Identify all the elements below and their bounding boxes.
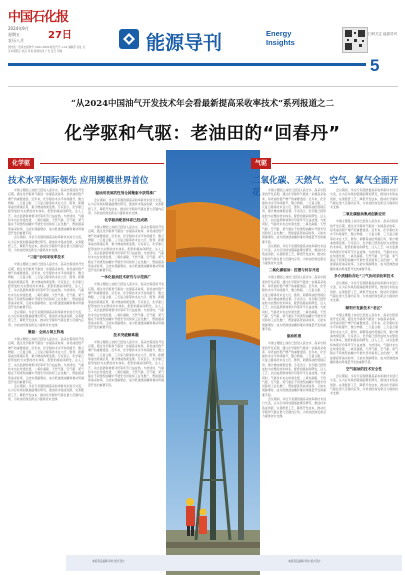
publication-info: 国内统一连续出版物号 CN11-0090 邮发代号 1-24 编辑部 社址 北京市朝阳区 电话 传真 新闻热线 广告 发行 印刷: [8, 46, 86, 53]
footer-note: 本版责任编辑 审校 版式设计: [288, 560, 321, 563]
paragraph: 中国主要陆上油田已经进入高含水、高采出程度的开发后期，通过化学驱和气驱进一步提高采收率，是老油田稳产增产的重要途径。近年来，化学驱技术水平持续提升，聚合物驱、二元复合驱、三元复合驱等技术在大庆、胜利、新疆等油田规模应用，累计增油效果显著。专家表示，化学驱已经形成较为完整的技术体系，配套的驱油剂研发、注入工艺、动态监测和效果评价等环节日益成熟。与此同时，气驱技术也在快速发展，二氧化碳驱、天然气驱、空气驱、氮气驱在不同类型油藏中开展先导试验和工业化推广，既能提高原油采收率，又能实现碳埋存，成为低渗透油藏和难动用储量开发的重要手段。: [262, 275, 326, 331]
column-title-en-line: Energy: [266, 29, 292, 38]
section-tag-gas: 气驱: [251, 158, 271, 169]
paragraph: 中国主要陆上油田已经进入高含水、高采出程度的开发后期，通过化学驱和气驱进一步提高采收率，是老油田稳产增产的重要途径。近年来，化学驱技术水平持续提升，聚合物驱、二元复合驱、三元复合驱等技术在大庆、胜利、新疆等油田规模应用，累计增油效果显著。专家表示，化学驱已经形成较为完整的技术体系，配套的驱油剂研发、注入工艺、动态监测和效果评价等环节日益成熟。与此同时，气驱技术也在快速发展，二氧化碳驱、天然气驱、空气驱、氮气驱在不同类型油藏中开展先导试验和工业化推广，既能提高原油采收率，又能实现碳埋存，成为低渗透油藏和难动用储量开发的重要手段。: [330, 219, 398, 271]
right-subtitle: 二氧化碳、天然气、空气、氮气全面开花: [252, 176, 399, 198]
paragraph: 中国主要陆上油田已经进入高含水、高采出程度的开发后期，通过化学驱和气驱进一步提高采收率，是老油田稳产增产的重要途径。近年来，化学驱技术水平持续提升，聚合物驱、二元复合驱、三元复合驱等技术在大庆、胜利、新疆等油田规模应用，累计增油效果显著。专家表示，化学驱已经形成较为完整的技术体系，配套的驱油剂研发、注入工艺、动态监测和效果评价等环节日益成熟。与此同时，气驱技术也在快速发展，二氧化碳驱、天然气驱、空气驱、氮气驱在不同类型油藏中开展先导试验和工业化推广，既能提高原油采收率，又能实现碳埋存，成为低渗透油藏和难动用储量开发的重要手段。: [8, 262, 84, 310]
footer-note: 本版责任编辑 审校 版式设计: [92, 560, 125, 563]
page-bar: [8, 63, 366, 66]
paragraph: 会议期间，多位专家围绕提高采收率新技术进行交流，认为应持续加强基础理论研究，推进技术集成创新，完善配套工艺，降低开发成本，推动化学驱和气驱在更大范围内应用，为老油田焕发新活力提供技术支撑。: [330, 374, 398, 396]
column-title-en: [266, 29, 295, 47]
paragraph: 会议期间，多位专家围绕提高采收率新技术进行交流，认为应持续加强基础理论研究，推进技术集成创新，完善配套工艺，降低开发成本，推动化学驱和气驱在更大范围内应用，为老油田焕发新活力提供技术支撑。: [262, 397, 326, 419]
column-subhead: 一体化驱油技术研究与示范推广: [100, 275, 152, 280]
series-kicker: “从2024中国油气开发技术年会看最新提高采收率技术”系列报道之二: [71, 99, 334, 109]
divider: [40, 163, 164, 164]
text-column-1: [8, 188, 84, 563]
divider: [8, 86, 398, 87]
issue-day: 27日: [48, 30, 72, 41]
newspaper-brand: 中国石化报: [8, 10, 69, 25]
column-subhead: 二氧化碳驱油集成创新应用: [342, 212, 386, 217]
column-title: 能源导刊: [146, 32, 223, 54]
paragraph: 中国主要陆上油田已经进入高含水、高采出程度的开发后期，通过化学驱和气驱进一步提高采收率，是老油田稳产增产的重要途径。近年来，化学驱技术水平持续提升，聚合物驱、二元复合驱、三元复合驱等技术在大庆、胜利、新疆等油田规模应用，累计增油效果显著。专家表示，化学驱已经形成较为完整的技术体系，配套的驱油剂研发、注入工艺、动态监测和效果评价等环节日益成熟。与此同时，气驱技术也在快速发展，二氧化碳驱、天然气驱、空气驱、氮气驱在不同类型油藏中开展先导试验和工业化推广，既能提高原油采收率，又能实现碳埋存，成为低渗透油藏和难动用储量开发的重要手段。: [330, 312, 398, 364]
date-line: 2024年9月: [8, 26, 29, 31]
column-subhead: 二氧化碳驱油：挖潜与封存并进: [268, 268, 320, 273]
column-subhead: “三驱”协同采收率技术: [27, 255, 65, 260]
column-subhead: 多介质辅助吞吐“三气协同采收率技术: [334, 274, 394, 279]
paragraph: 中国主要陆上油田已经进入高含水、高采出程度的开发后期，通过化学驱和气驱进一步提高采收率，是老油田稳产增产的重要途径。近年来，化学驱技术水平持续提升，聚合物驱、二元复合驱、三元复合驱等技术在大庆、胜利、新疆等油田规模应用，累计增油效果显著。专家表示，化学驱已经形成较为完整的技术体系，配套的驱油剂研发、注入工艺、动态监测和效果评价等环节日益成熟。与此同时，气驱技术也在快速发展，二氧化碳驱、天然气驱、空气驱、氮气驱在不同类型油藏中开展先导试验和工业化推广，既能提高原油采收率，又能实现碳埋存，成为低渗透油藏和难动用储量开发的重要手段。: [262, 341, 326, 397]
column-title-en-line: Insights: [266, 38, 295, 47]
column-subhead: 化学驱油配套体系已经成熟: [104, 218, 148, 223]
paragraph: 中国主要陆上油田已经进入高含水、高采出程度的开发后期，通过化学驱和气驱进一步提高采收率，是老油田稳产增产的重要途径。近年来，化学驱技术水平持续提升，聚合物驱、二元复合驱、三元复合驱等技术在大庆、胜利、新疆等油田规模应用，累计增油效果显著。专家表示，化学驱已经形成较为完整的技术体系，配套的驱油剂研发、注入工艺、动态监测和效果评价等环节日益成熟。与此同时，气驱技术也在快速发展，二氧化碳驱、天然气驱、空气驱、氮气驱在不同类型油藏中开展先导试验和工业化推广，既能提高原油采收率，又能实现碳埋存，成为低渗透油藏和难动用储量开发的重要手段。: [88, 339, 164, 387]
paragraph: 中国主要陆上油田已经进入高含水、高采出程度的开发后期，通过化学驱和气驱进一步提高采收率，是老油田稳产增产的重要途径。近年来，化学驱技术水平持续提升，聚合物驱、二元复合驱、三元复合驱等技术在大庆、胜利、新疆等油田规模应用，累计增油效果显著。专家表示，化学驱已经形成较为完整的技术体系，配套的驱油剂研发、注入工艺、动态监测和效果评价等环节日益成熟。与此同时，气驱技术也在快速发展，二氧化碳驱、天然气驱、空气驱、氮气驱在不同类型油藏中开展先导试验和工业化推广，既能提高原油采收率，又能实现碳埋存，成为低渗透油藏和难动用储量开发的重要手段。: [8, 188, 84, 235]
column-subhead: 聚驱：全面占领主阵地: [28, 329, 64, 334]
paragraph: 会议期间，多位专家围绕提高采收率新技术进行交流，认为应持续加强基础理论研究，推进技术集成创新，完善配套工艺，降低开发成本，推动化学驱和气驱在更大范围内应用，为老油田焕发新活力提供技术支撑。: [330, 281, 398, 303]
text-column-2: [88, 188, 164, 538]
column-subhead: 空气驱油的技术安全性: [346, 367, 382, 372]
date-line: 星期五: [8, 32, 20, 37]
paragraph: 会议期间，多位专家围绕提高采收率新技术进行交流，认为应持续加强基础理论研究，推进技术集成创新，完善配套工艺，降低开发成本，推动化学驱和气驱在更大范围内应用，为老油田焕发新活力提供技术支撑。: [8, 309, 84, 327]
divider: [272, 163, 398, 164]
column-subhead: 驱油用表面活性剂全国聚驱中获得推广: [95, 191, 157, 195]
section-tag-chemical: 化学驱: [8, 158, 34, 169]
paragraph: 中国主要陆上油田已经进入高含水、高采出程度的开发后期，通过化学驱和气驱进一步提高采收率，是老油田稳产增产的重要途径。近年来，化学驱技术水平持续提升，聚合物驱、二元复合驱、三元复合驱等技术在大庆、胜利、新疆等油田规模应用，累计增油效果显著。专家表示，化学驱已经形成较为完整的技术体系，配套的驱油剂研发、注入工艺、动态监测和效果评价等环节日益成熟。与此同时，气驱技术也在快速发展，二氧化碳驱、天然气驱、空气驱、氮气驱在不同类型油藏中开展先导试验和工业化推广，既能提高原油采收率，又能实现碳埋存，成为低渗透油藏和难动用储量开发的重要手段。: [88, 282, 164, 330]
paragraph: 会议期间，多位专家围绕提高采收率新技术进行交流，认为应持续加强基础理论研究，推进技术集成创新，完善配套工艺，降低开发成本，推动化学驱和气驱在更大范围内应用，为老油田焕发新活力提供技术支撑。: [88, 198, 164, 215]
qr-pattern-icon: [343, 28, 367, 52]
paragraph: 会议期间，多位专家围绕提高采收率新技术进行交流，认为应持续加强基础理论研究，推进技术集成创新，完善配套工艺，降低开发成本，推动化学驱和气驱在更大范围内应用，为老油田焕发新活力提供技术支撑。: [8, 235, 84, 253]
main-headline: 化学驱和气驱：老油田的“回春丹”: [64, 124, 341, 144]
pumpjack-illustration-icon: [166, 150, 260, 575]
text-column-3: [262, 188, 326, 566]
qr-code-icon: [342, 27, 368, 53]
paragraph: 会议期间，多位专家围绕提高采收率新技术进行交流，认为应持续加强基础理论研究，推进技术集成创新，完善配套工艺，降低开发成本，推动化学驱和气驱在更大范围内应用，为老油田焕发新活力提供技术支撑。: [8, 384, 84, 402]
date-line: 农历八月: [8, 38, 24, 43]
paragraph: 中国主要陆上油田已经进入高含水、高采出程度的开发后期，通过化学驱和气驱进一步提高采收率，是老油田稳产增产的重要途径。近年来，化学驱技术水平持续提升，聚合物驱、二元复合驱、三元复合驱等技术在大庆、胜利、新疆等油田规模应用，累计增油效果显著。专家表示，化学驱已经形成较为完整的技术体系，配套的驱油剂研发、注入工艺、动态监测和效果评价等环节日益成熟。与此同时，气驱技术也在快速发展，二氧化碳驱、天然气驱、空气驱、氮气驱在不同类型油藏中开展先导试验和工业化推广，既能提高原油采收率，又能实现碳埋存，成为低渗透油藏和难动用储量开发的重要手段。: [8, 336, 84, 384]
page-number: 5: [370, 56, 380, 75]
column-logo-icon: [118, 28, 140, 50]
paragraph: 中国主要陆上油田已经进入高含水、高采出程度的开发后期，通过化学驱和气驱进一步提高采收率，是老油田稳产增产的重要途径。近年来，化学驱技术水平持续提升，聚合物驱、二元复合驱、三元复合驱等技术在大庆、胜利、新疆等油田规模应用，累计增油效果显著。专家表示，化学驱已经形成较为完整的技术体系，配套的驱油剂研发、注入工艺、动态监测和效果评价等环节日益成熟。与此同时，气驱技术也在快速发展，二氧化碳驱、天然气驱、空气驱、氮气驱在不同类型油藏中开展先导试验和工业化推广，既能提高原油采收率，又能实现碳埋存，成为低渗透油藏和难动用储量开发的重要手段。: [262, 188, 326, 244]
column-subhead: 顺利开发新技术“老区”: [345, 305, 383, 310]
left-subtitle: 技术水平国际领先 应用规模世界首位: [8, 176, 149, 186]
paragraph: 会议期间，多位专家围绕提高采收率新技术进行交流，认为应持续加强基础理论研究，推进技术集成创新，完善配套工艺，降低开发成本，推动化学驱和气驱在更大范围内应用，为老油田焕发新活力提供技术支撑。: [262, 243, 326, 266]
oilfield-photo: [166, 150, 260, 575]
text-column-4: [330, 188, 398, 566]
paragraph: 中国主要陆上油田已经进入高含水、高采出程度的开发后期，通过化学驱和气驱进一步提高采收率，是老油田稳产增产的重要途径。近年来，化学驱技术水平持续提升，聚合物驱、二元复合驱、三元复合驱等技术在大庆、胜利、新疆等油田规模应用，累计增油效果显著。专家表示，化学驱已经形成较为完整的技术体系，配套的驱油剂研发、注入工艺、动态监测和效果评价等环节日益成熟。与此同时，气驱技术也在快速发展，二氧化碳驱、天然气驱、空气驱、氮气驱在不同类型油藏中开展先导试验和工业化推广，既能提高原油采收率，又能实现碳埋存，成为低渗透油藏和难动用储量开发的重要手段。: [88, 225, 164, 273]
column-subhead: 驱油机理: [286, 334, 302, 339]
qr-label: 扫码关注 能源导刊: [368, 32, 398, 36]
column-subhead: 技术突破解难题: [113, 332, 139, 337]
paragraph: 会议期间，多位专家围绕提高采收率新技术进行交流，认为应持续加强基础理论研究，推进技术集成创新，完善配套工艺，降低开发成本，推动化学驱和气驱在更大范围内应用，为老油田焕发新活力提供技术支撑。: [330, 188, 398, 210]
